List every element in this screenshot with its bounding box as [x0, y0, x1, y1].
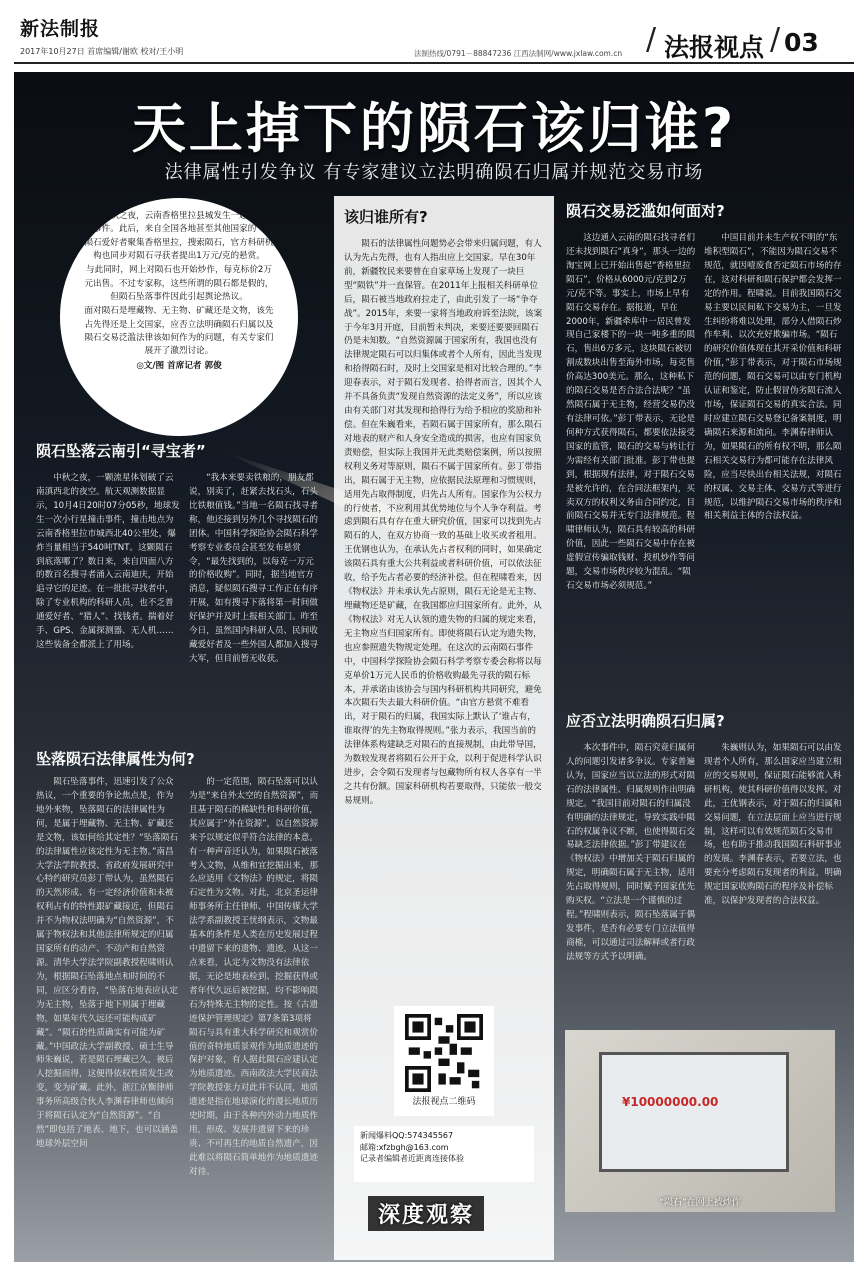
- section-title-3: 该归谁所有?: [344, 208, 428, 226]
- byline: ◎文/图 首席记者 郭俊: [136, 361, 222, 372]
- sub-headline: 法律属性引发争议 有专家建议立法明确陨石归属并规范交易市场: [164, 162, 704, 183]
- section-3-body: 陨石的法律属性问题势必会带来归属问题，有人认为先占先得，也有人指出应上交国家。早在30年前，新疆牧民来要曾在自家草场上发现了一块巨型“陨铁”并一直保管。在2011年上报相关科研单位后，陨石被当地政府拉走了，由此引发了一场“争夺战”。2015年，来要一家将当地政府诉至法院，该案于今年3月开庭，目前暂未判决，来要还要要回陨石仍是未知数。“自然资源属于国家所有，我国也没有法律规定陨石可以归集体或者个人所有，因此当发现和拾得陨石时，及时上交国家是相对比较合理的。”李迎春表示，对于陨石发现者、拾得者而言，因其个人并不具备负责“发现自然资源的法定义务”，所以应该由有关部门对其发现和拾得行为给予相应的奖励和补偿。但在朱巍看来，若陨石属于国家所有，那么陨石对地表的财产和人身安全造成的损害，也应有国家负责赔偿，但实际上我国并无此类赔偿案例，所以按照权利义务对等原则，陨石不属于国家所有。彭丁带指出，陨石属于无主物，应依据民法原理和习惯规则，适用先占取得制度，归先占人所有。国家作为公权力的行使者，不应利用其优势地位与个人争夺利益。考虑到陨石具有存在重大研究价值，国家可以找到先占陨石的人，在双方协商一致的基础上收买或者租用。王优钢也认为，在承认先占者权利的同时，如果确定该陨石具有重大公共利益或者科研价值，可以依法征收，给予先占者必要的经济补偿。但在程啸看来，因《物权法》并未承认先占原则，陨石无论是无主物、埋藏物还是矿藏，在我国都应归国家所有。此外，从《物权法》对无人认领的遗失物的归属的规定来看，无主物应当归国家所有。即使将陨石认定为遗失物，也应参照遗失物规定处理。在这次的云南陨石事件中，中国科学探险协会陨石科学考察专委会称将以每克单价1万元人民币的价格收购最先寻获的陨石标本，并承诺由该协会与国内科研机构共同研究，避免本次陨石失去最大科研价值。“由官方悬赏不难看出，对于陨石的归属，我国实际上默认了‘谁占有，谁取得’的先主物取得规则。”张力表示，我国当前的法律体系构建缺乏对陨石的直接规制，由此带导国，为数较发现者将陨石公开于众，以利于促进科学认识进步，会令陨石发现者与包藏物所有权人各享有一半之共有份额。国家科研机构若要取得，只能依一般交易规则。: [344, 239, 543, 806]
- section-title-2: 坠落陨石法律属性为何?: [36, 750, 195, 768]
- contact-line: 新闻爆料QQ:574345567: [360, 1131, 454, 1140]
- section-2-col-left: 陨石坠落事件，迅速引发了公众热议，一个重要的争论焦点是，作为地外来物，坠落陨石的法律属性为何，是属于埋藏物、无主物、矿藏还是文物，该如何给其定性？“坠落陨石的法律属性应该定性为无主物。”南昌大学法学院教授、省政府发展研究中心特约研究员彭丁带认为，虽然陨石的天然形成、有一定经济价值和未被权利占有的特性跟矿藏接近，但陨石并不为物权法明确为“自然资源”，不属于物权法和其他法律所规定的归属国家所有的动产、不动产和自然资源。清华大学法学院副教授程啸则认为，根据陨石坠落地点和时间的不同，应区分看待，“坠落在地表应认定为无主物，坠落于地下则属于埋藏物，如果年代久远还可能构成矿藏”。“陨石的性质确实有可能为矿藏。”中国政法大学副教授、硕士生导师朱巍说，若是陨石埋藏已久，被后人挖掘而得，这便得依权性质发生改变，变为矿藏。此外，浙江京衡律师事务所高级合伙人李渊春律师也倾向于将陨石认定为“自然资源”。“自然”即包括了地表、地下，也可以涵盖地球外层空间: [36, 777, 178, 1149]
- page-number: 03: [784, 28, 819, 57]
- section-1-col-left: 中秋之夜，一颗流星体划破了云南滇西北的夜空。航天观测数据显示，10月4日20时07分05秒，地球发生一次小行星撞击事件，撞击地点为云南香格里拉市城西北40公里处，爆炸当量相当于540吨TNT。这颗陨石到底落哪了？数日来，来自四面八方的数百名搜寻者涌入云南迪庆，开始追寻它的足迹。在一批批寻找者中，除了专业机构的科研人员，也不乏普通爱好者、“猎人”、找钱者。揣着好手、GPS、金属探测器、无人机……这些装备全都派上了用场。: [36, 473, 180, 651]
- contact-box: [354, 1126, 534, 1182]
- section-title-5: 应否立法明确陨石归属?: [566, 712, 725, 730]
- section-4-col-right: 中国目前并未生产权不明的“东堆积型陨石”，不能因为陨石交易不规范，就因噎废食否定陨石市场的存在，这对科研和陨石保护都会发挥一定的作用。程啸说。目前我国陨石交易主要以民间私下交易为主，一旦发生纠纷将难以处理，部分人借陨石炒作牟利、以次充好欺骗市场。“陨石的研究价值体现在其开采价值和科研价值，”彭丁带表示，对于陨石市场规范的问题，陨石交易可以由专门机构认证和鉴定，防止假冒伪劣陨石流入市场，保证陨石交易的真实合法。同时应建立陨石交易登记备案制度，明确陨石来源和流向。李渊春律师认为，如果陨石的所有权不明，那么陨石相关交易行为都可能存在法律风险，应当尽快出台相关法规，对陨石的权属、交易主体、交易方式等进行规范，以维护陨石交易市场的秩序和相关利益主体的合法权益。: [704, 233, 842, 522]
- depth-tag: 深度观察: [368, 1196, 484, 1231]
- contact-line: 法制热线/0791－88847236 江西法制网/www.jxlaw.com.cn: [414, 49, 623, 58]
- section-5-col-left: 本次事件中，陨石究竟归属何人的问题引发诸多争议。专家普遍认为，国家应当以立法的形式对陨石的法律属性、归属规则作出明确规定。“我国目前对陨石的归属没有明确的法律规定，导致实践中陨石的权属争议不断，也使得陨石交易缺乏法律依据。”彭丁带建议在《物权法》中增加关于陨石归属的规定，明确陨石属于无主物，适用先占取得规则，同时赋予国家优先购买权。“立法是一个谨慎的过程。”程啸则表示，陨石坠落属于偶发事件，是否有必要专门立法值得商榷，可以通过司法解释或者行政法规等方式予以明确。: [566, 743, 696, 962]
- date-line: 2017年10月27日 首席编辑/谢欧 校对/王小明: [20, 47, 184, 56]
- slash-divider: /: [646, 22, 657, 57]
- section-3-panel: [334, 196, 554, 1260]
- contact-line: 记录者编辑者近距离连接体验: [360, 1154, 464, 1164]
- section-1-col-right: “我本来要卖铁粮的，朋友都说，别卖了，赶紧去找石头，石头比铁粮值钱。”当地一名陨石找寻者称，他还接到另外几个寻找陨石的团体。中国科学探险协会陨石科学考察专业委员会甚至发布悬赏令，“最先找到的，以每克一万元的价格收购”。同时，据当地官方消息，疑似陨石搜寻工作正在有序开展，如有搜寻下落将第一时间做好保护并及时上报相关部门。昨至今日，虽然国内科研人员、民间收藏爱好者及一些外国人都加入搜寻大军，但目前暂无收获。: [189, 473, 319, 664]
- lead-paragraph: 面对陨石是埋藏物、无主物、矿藏还是文物，该先占先得还是上交国家，应否立法明确陨石归属以及陨石交易泛滥法律该如何作为的问题，有关专家们展开了激烈讨论。: [84, 306, 274, 357]
- lead-paragraph: 今年中秋之夜，云南香格里拉县城发生一起陨石坠落事件。此后，来自全国各地甚至其他国家的一些陨石爱好者聚集香格里拉，搜索陨石，官方科研机构也同步对陨石寻获者提出1万元/克的悬赏。: [84, 211, 274, 261]
- masthead: [14, 8, 854, 64]
- section-4-col-left: 这边通入云南的陨石找寻者们还未找到陨石“真身”，那头一边的淘宝网上已开始出售起“香格里拉陨石”，价格从6000元/克到2万元/克不等。事实上，市场上早有陨石交易存在。据报道，早在2000年，新疆牵库中一居民曾发现自己家楼下的一块一吨多重的陨石，售出6万多元，这块陨石被切割成数块出售至海外市场，每克售价高达300美元。那么，这种私下的陨石交易是否合法合法呢？“虽然陨石属于无主物，经营交易仍没有法律可依。”彭丁带表示，无论是何种方式获得陨石，都要依法接受国家的监管，陨石的交易与转让行为需经有关部门批准。彭丁带也提到，根据现有法律，对于陨石交易是被允许的，在合同法框架内，买卖双方的权利义务由合同约定，目前陨石交易并无专门法律规范。程啸律师认为，陨石具有较高的科研价值，因此一些陨石交易中存在被虚假宣传骗取钱财、投机炒作等问题，交易市场秩序较为混乱。“陨石交易市场必须规范。”: [566, 233, 696, 592]
- section-title-4: 陨石交易泛滥如何面对?: [566, 202, 725, 220]
- section-title-1: 陨石坠落云南引“寻宝者”: [36, 442, 206, 460]
- slash-divider: /: [770, 22, 781, 57]
- qr-box: [394, 1006, 494, 1116]
- photo-inset: [565, 1030, 835, 1212]
- lead-paragraph: 与此同时，网上对陨石也开始炒作，每克标价2万元出售。不过专家称，这些所谓的陨石都是假的，但陨石坠落事件因此引起舆论热议。: [84, 265, 274, 302]
- contact-line: 邮箱:xfzbgh@163.com: [360, 1142, 449, 1152]
- photo-caption: “陨石”在网上被炒作: [659, 1198, 741, 1208]
- photo-screen: [599, 1052, 789, 1172]
- lead-circle: [60, 198, 298, 436]
- section-5-col-right: 朱巍则认为，如果陨石可以由发现者个人所有，那么国家应当建立相应的交易规则，保证陨石能够流入科研机构，使其科研价值得以发挥。对此，王优钢表示，对于陨石的归属和交易问题，在立法层面上应当进行规制，这样可以有效规范陨石交易市场，也有助于推动我国陨石科研事业的发展。李渊春表示，若要立法，也要充分考虑陨石发现者的利益，明确规定国家收购陨石的程序及补偿标准，以保护发现者的合法权益。: [704, 743, 842, 907]
- price-display: ¥10000000.00: [622, 1095, 719, 1109]
- qr-code-icon[interactable]: [405, 1014, 483, 1092]
- main-headline: 天上掉下的陨石该归谁?: [131, 97, 737, 160]
- section-2-col-right: 的一定范围，陨石坠落可以认为是“来自外太空的自然资源”，而且基于陨石的稀缺性和科研价值，其应属于“外在资源”，以自然资源来予以规定似乎符合法律的本意。有一种声音还认为，如果陨石被落考入文物，从维和宜挖掘出来，那么应适用《文物法》的规定，将陨石定性为文物。对此，北京圣运律师事务所主任律师、中国传媒大学法学系副教授王忧纲表示，文物最基本的条件是人类在历史发展过程中遗留下来的遗物、遗迹，从这一点来看，认定为文物没有法律依据，无论是地表检到、挖掘获得或者年代久远后被挖掘，均不影响陨石为特殊无主物的定性。按《古遗迹保护管理规定》第7条第3项将陨石与具有重大科学研究和观赏价值的奇特地质景观作为地质遗迹的保护对象，有人据此陨石应建认定为地质遗迹。西南政法大学民商法学院教授张力对此并不认同，地质遗迹是指在地球演化的漫长地质历史时期，由于各种内外动力地质作用，形成、发展并遗留下来的珍贵、不可再生的地质自然遗产，因此难以将陨石简单地作为地质遗迹对待。: [189, 777, 319, 1177]
- section-name: 法报视点: [664, 33, 765, 62]
- qr-caption: 法报视点二维码: [412, 1097, 476, 1107]
- paper-name: 新法制报: [20, 18, 101, 40]
